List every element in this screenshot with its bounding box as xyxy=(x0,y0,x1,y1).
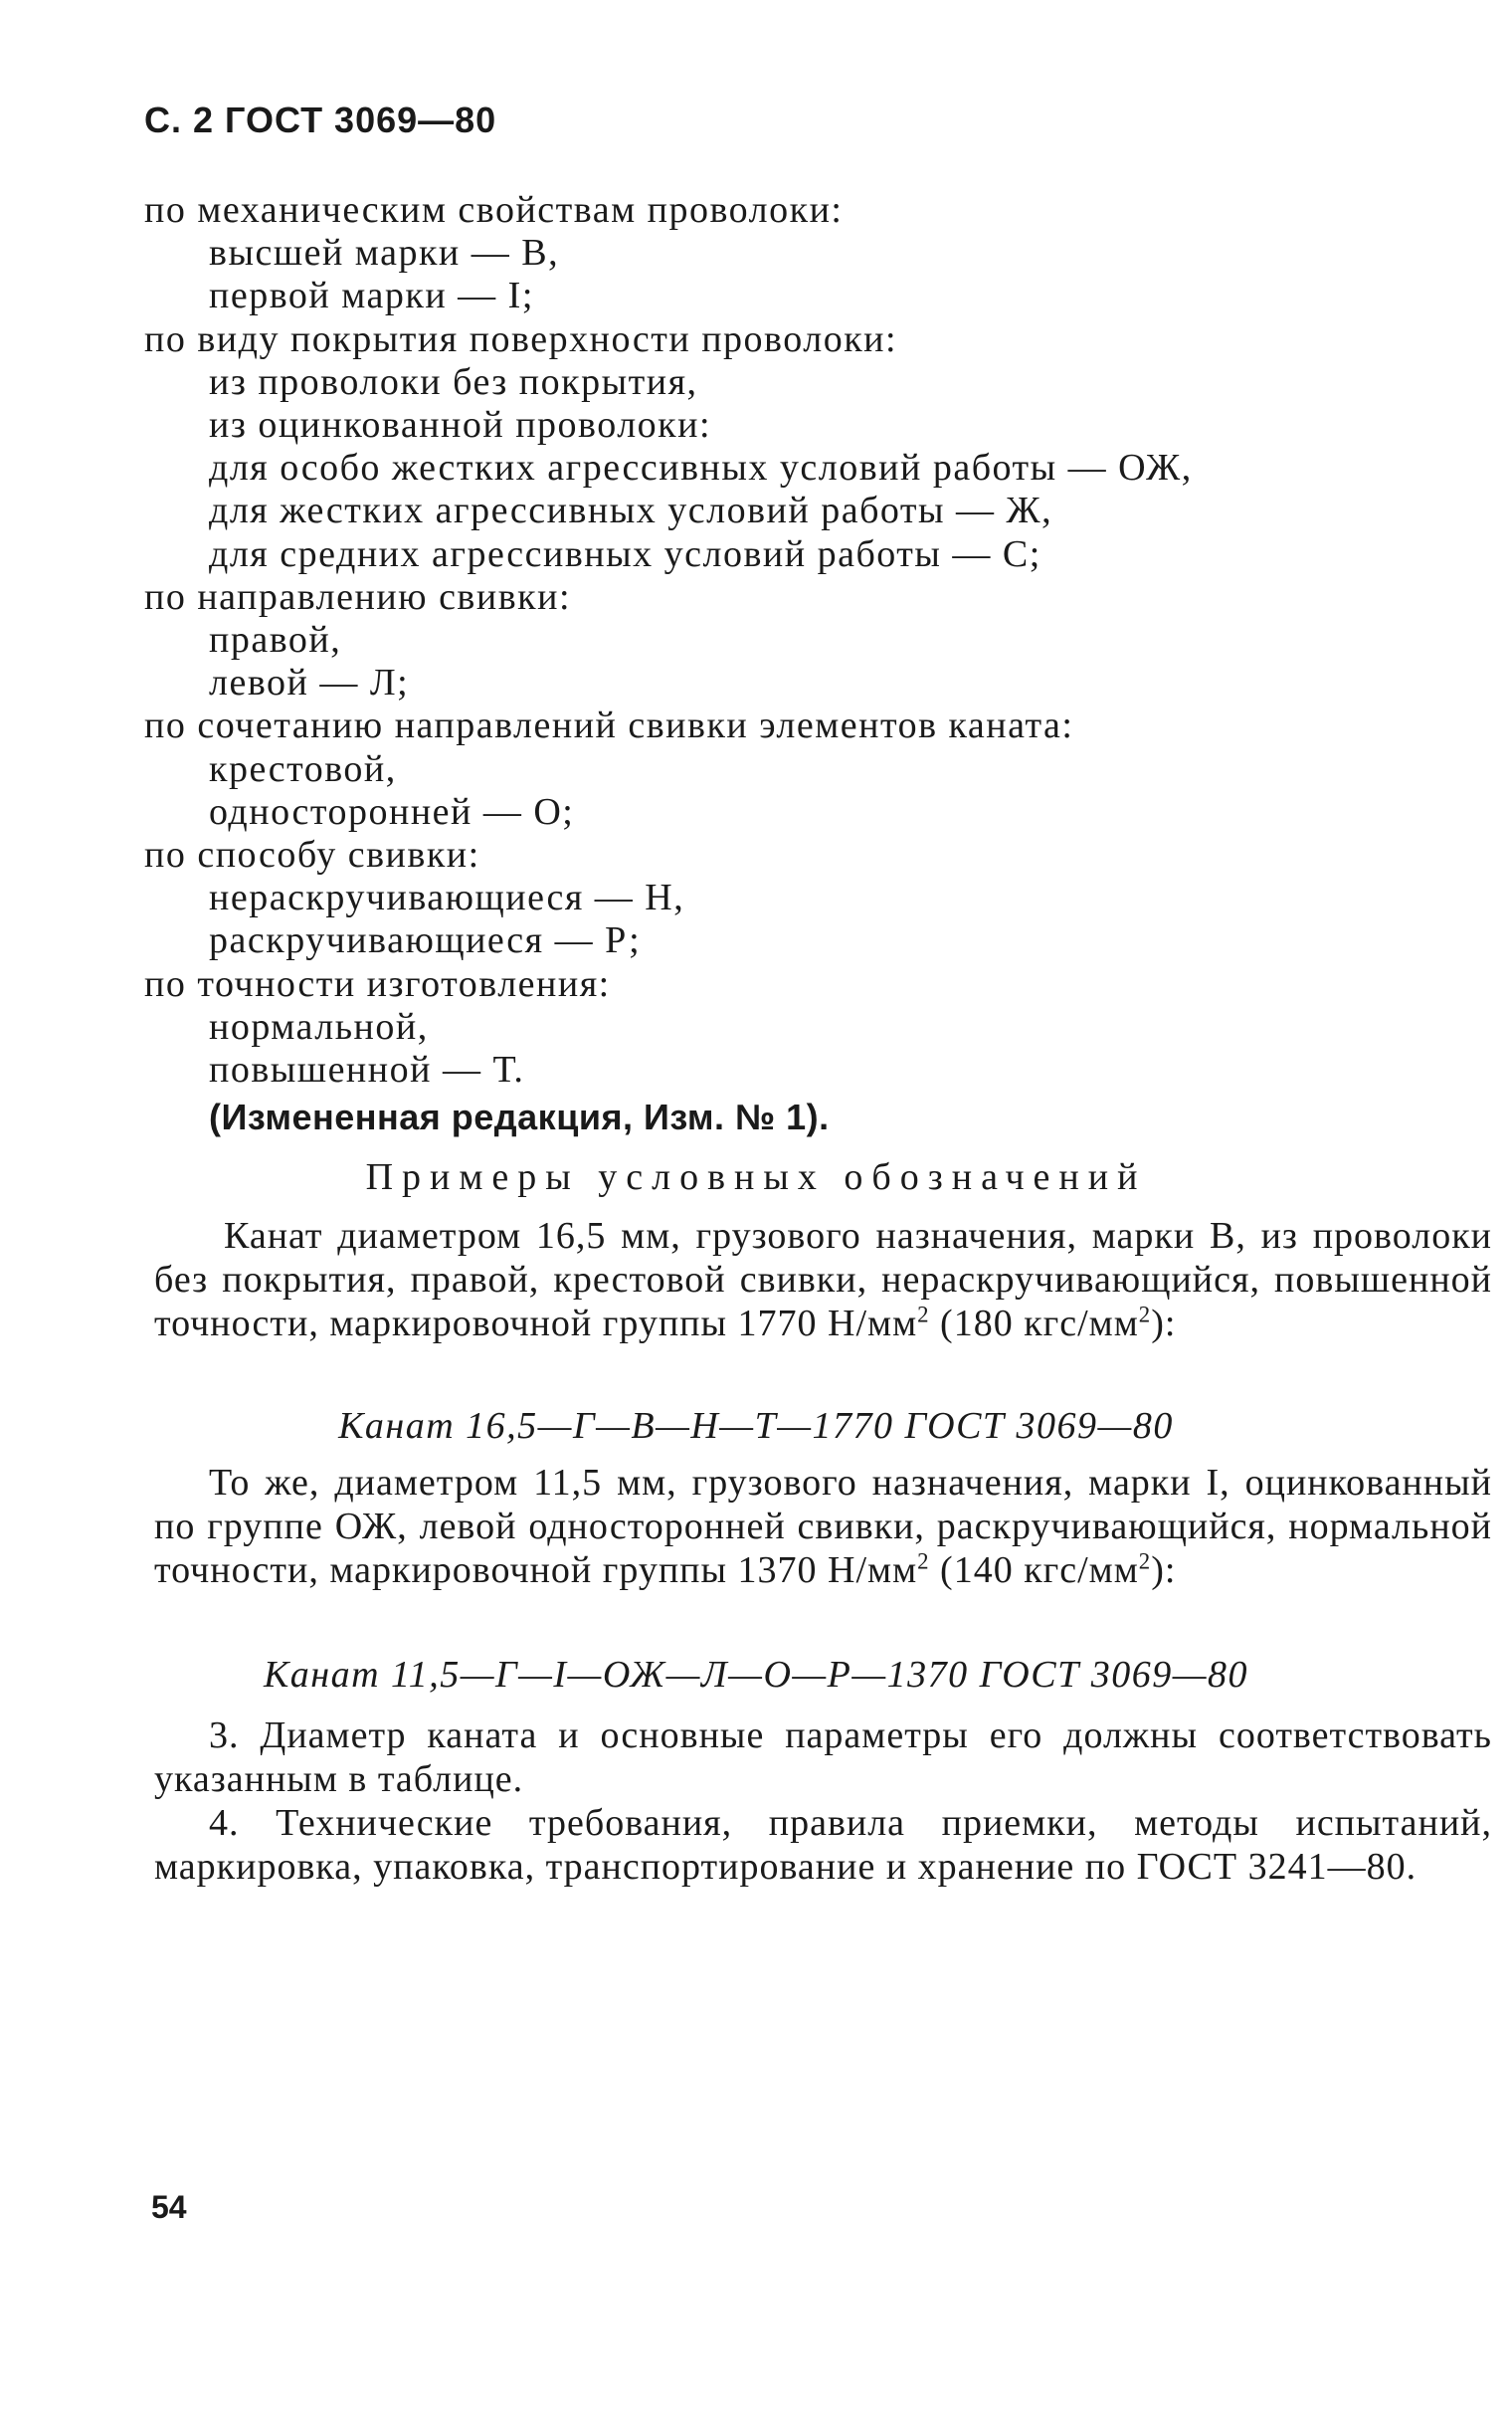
examples-heading: Примеры условных обозначений xyxy=(365,1156,1147,1198)
list-item: по направлению свивки: xyxy=(144,576,572,618)
list-subitem: высшей марки — В, xyxy=(209,232,560,274)
page-header: С. 2 ГОСТ 3069—80 xyxy=(144,100,497,140)
paragraph-3: 3. Диаметр каната и основные параметры его должны соответствовать указанным в таблице. xyxy=(154,1714,1492,1800)
example-1-designation: Канат 16,5—Г—В—Н—Т—1770 ГОСТ 3069—80 xyxy=(338,1405,1174,1447)
example-2-designation: Канат 11,5—Г—I—ОЖ—Л—О—Р—1370 ГОСТ 3069—80 xyxy=(263,1654,1248,1696)
example-2-text: То же, диаметром 11,5 мм, грузового назначения, марки I, оцинкованный по группе ОЖ, левой односторонней свивки, раскручивающийся, нормальной точности, маркировочной группы 1370 $Н/мм^2$ (140 кгс/$мм^2$): xyxy=(154,1462,1492,1591)
list-subitem: для средних агрессивных условий работы — С; xyxy=(209,533,1041,575)
list-item: по механическим свойствам проволоки: xyxy=(144,189,844,231)
list-item: по точности изготовления: xyxy=(144,963,611,1005)
list-subitem: правой, xyxy=(209,619,342,661)
page-number: 54 xyxy=(151,2189,187,2225)
amendment-note: (Измененная редакция, Изм. № 1). xyxy=(209,1097,830,1137)
list-item: по сочетанию направлений свивки элементов каната: xyxy=(144,705,1074,746)
list-item: по способу свивки: xyxy=(144,834,480,876)
list-subitem: нормальной, xyxy=(209,1006,429,1048)
list-subitem: раскручивающиеся — Р; xyxy=(209,919,642,961)
list-subitem: для особо жестких агрессивных условий работы — ОЖ, xyxy=(209,447,1193,489)
paragraph-4: 4. Технические требования, правила приемки, методы испытаний, маркировка, упаковка, транспортирование и хранение по ГОСТ 3241—80. xyxy=(154,1802,1492,1888)
list-subitem: для жестких агрессивных условий работы — Ж, xyxy=(209,490,1053,531)
list-subitem: первой марки — I; xyxy=(209,275,534,316)
list-subitem: односторонней — О; xyxy=(209,791,575,833)
list-subitem: крестовой, xyxy=(209,748,397,790)
list-subitem: из проволоки без покрытия, xyxy=(209,361,698,403)
list-item: по виду покрытия поверхности проволоки: xyxy=(144,318,898,360)
example-1-text: Канат диаметром 16,5 мм, грузового назначения, марки В, из проволоки без покрытия, правой, крестовой свивки, нераскручивающийся, повышенной точности, маркировочной группы 1770 $Н/мм^2$ (180 кгс/$мм^2$): xyxy=(154,1215,1492,1344)
list-subitem: нераскручивающиеся — Н, xyxy=(209,877,685,918)
list-subitem: левой — Л; xyxy=(209,662,410,704)
list-subitem: из оцинкованной проволоки: xyxy=(209,404,712,446)
list-subitem: повышенной — Т. xyxy=(209,1049,525,1091)
